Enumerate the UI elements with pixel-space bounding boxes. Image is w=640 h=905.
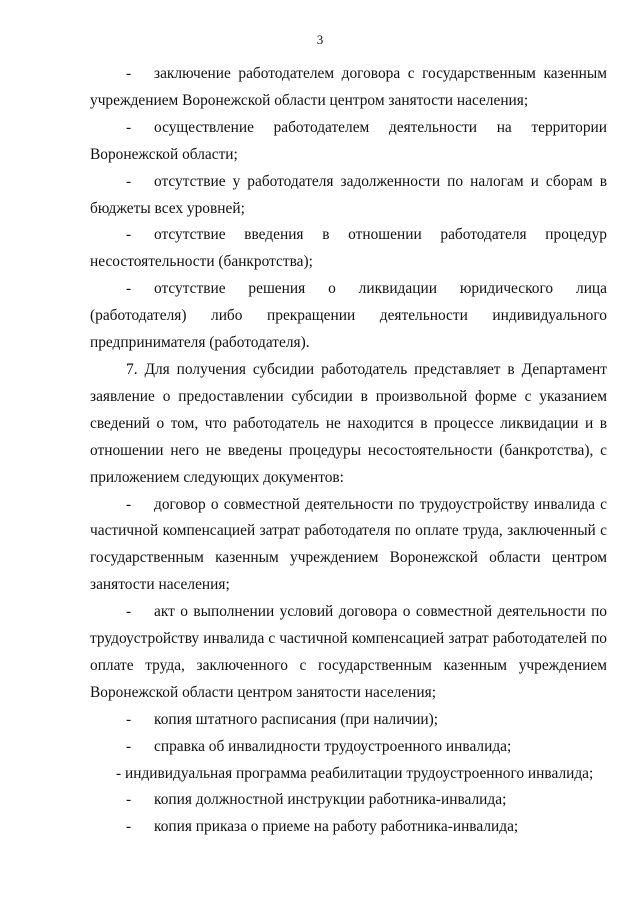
page-number: 3 <box>316 32 324 47</box>
list-item <box>90 734 607 761</box>
list-item-text: индивидуальная программа реабилитации трудоустроенного инвалида; <box>125 764 594 782</box>
list-dash: - <box>126 737 132 755</box>
list-item-text: отсутствие решения о ликвидации юридического лица (работодателя) либо прекращении деятельности индивидуального предпринимателя (работодателя). <box>90 280 607 352</box>
document-body <box>90 61 607 841</box>
list-item-text: копия должностной инструкции работника-инвалида; <box>154 791 507 809</box>
list-dash: - <box>126 710 132 728</box>
list-item-text: отсутствие введения в отношении работодателя процедур несостоятельности (банкротства); <box>90 226 607 271</box>
list-item <box>90 492 607 600</box>
paragraph-text: 7. Для получения субсидии работодатель представляет в Департамент заявление о предоставлении субсидии в произвольной форме с указанием сведений о том, что работодатель не находится в процессе ликвидации и в отношении него не введены процедуры несостоятельности (банкротства), с приложением следующих документов: <box>90 360 607 486</box>
list-item <box>90 707 607 734</box>
list-dash: - <box>126 226 132 244</box>
list-dash: - <box>126 495 132 513</box>
list-dash: - <box>126 818 132 836</box>
list-item-text: акт о выполнении условий договора о совместной деятельности по трудоустройству инвалида с частичной компенсацией затрат работодателей по оплате труда, заключенного с государственным казенным учреждением Воронежской области центром занятости населения; <box>90 603 607 701</box>
list-dash: - <box>116 764 122 782</box>
list-item <box>90 115 607 169</box>
list-item-text: отсутствие у работодателя задолженности по налогам и сборам в бюджеты всех уровней; <box>90 172 607 217</box>
list-dash: - <box>126 172 132 190</box>
list-dash: - <box>126 603 132 621</box>
list-item <box>90 169 607 223</box>
list-dash: - <box>126 791 132 809</box>
list-item-text: договор о совместной деятельности по трудоустройству инвалида с частичной компенсацией затрат работодателя по оплате труда, заключенный с государственным казенным учреждением Воронежской области центром занятости населения; <box>90 495 607 594</box>
list-item <box>90 814 607 841</box>
numbered-paragraph <box>90 357 607 492</box>
list-dash: - <box>126 280 132 298</box>
list-item-text: копия приказа о приеме на работу работника-инвалида; <box>154 818 519 836</box>
list-dash: - <box>126 118 132 136</box>
list-item <box>90 787 607 814</box>
list-dash: - <box>126 65 132 82</box>
list-item <box>90 276 607 357</box>
list-item-text: заключение работодателем договора с государственным казенным учреждением Воронежской области центром занятости населения; <box>90 65 607 109</box>
list-item-text: осуществление работодателем деятельности на территории Воронежской области; <box>90 118 607 163</box>
list-item-text: справка об инвалидности трудоустроенного инвалида; <box>154 737 512 755</box>
list-item <box>90 222 607 276</box>
list-item <box>90 761 607 788</box>
list-item <box>90 61 607 115</box>
list-item <box>90 599 607 707</box>
list-item-text: копия штатного расписания (при наличии); <box>154 710 439 728</box>
